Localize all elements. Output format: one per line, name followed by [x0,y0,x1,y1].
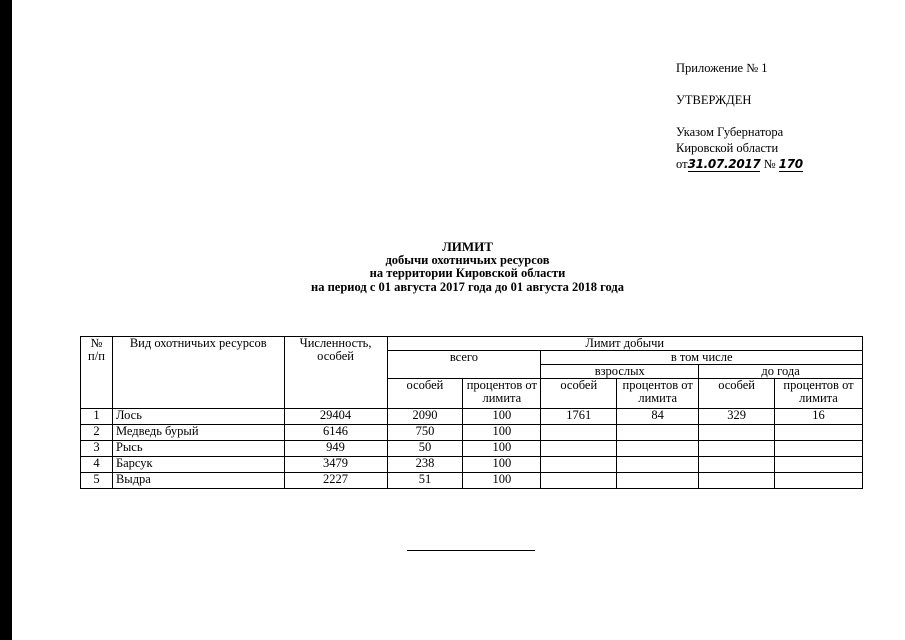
population-value: 29404 [284,409,387,425]
table-row [81,457,863,473]
table-row [81,409,863,425]
young-individuals [699,457,775,473]
adult-individuals [541,425,617,441]
number-prefix: № [763,157,776,171]
header-num: № п/п [81,337,113,409]
table-row [81,473,863,489]
total-percent: 100 [463,457,541,473]
title-line-4: на период с 01 августа 2017 года до 01 августа 2018 года [311,279,624,294]
resource-name: Барсук [112,457,284,473]
header-adults: взрослых [541,365,699,379]
approval-block [676,60,803,172]
handwritten-number: 170 [778,157,803,171]
title-main: ЛИМИТ [442,239,493,254]
total-individuals: 750 [387,425,463,441]
resource-name: Медведь бурый [112,425,284,441]
header-adult-percent: процентов от лимита [617,379,699,409]
population-value: 2227 [284,473,387,489]
resource-name: Рысь [112,441,284,457]
handwritten-date: 31.07.2017 [687,157,761,171]
total-percent: 100 [463,409,541,425]
decree-line-2: Кировской области [676,141,779,155]
total-individuals: 50 [387,441,463,457]
header-total: всего [387,351,541,379]
header-young-percent: процентов от лимита [775,379,863,409]
adult-individuals [541,473,617,489]
total-percent: 100 [463,425,541,441]
young-percent [775,473,863,489]
decree-date-line [676,156,803,172]
young-percent [775,425,863,441]
table-row [81,441,863,457]
row-number: 5 [81,473,113,489]
header-limit: Лимит добычи [387,337,863,351]
header-including: в том числе [541,351,863,365]
table-row [81,425,863,441]
young-individuals [699,441,775,457]
approved-label: УТВЕРЖДЕН [676,93,752,107]
adult-percent: 84 [617,409,699,425]
header-under-year: до года [699,365,863,379]
adult-percent [617,441,699,457]
resource-name: Лось [112,409,284,425]
population-value: 3479 [284,457,387,473]
document-title [200,240,735,294]
header-young-individuals: особей [699,379,775,409]
attachment-label: Приложение № 1 [676,61,768,75]
young-percent: 16 [775,409,863,425]
young-individuals [699,473,775,489]
total-individuals: 2090 [387,409,463,425]
header-total-individuals: особей [387,379,463,409]
population-value: 949 [284,441,387,457]
limit-table [80,336,863,489]
total-individuals: 51 [387,473,463,489]
row-number: 1 [81,409,113,425]
row-number: 2 [81,425,113,441]
row-number: 4 [81,457,113,473]
total-percent: 100 [463,441,541,457]
closing-rule [407,550,535,551]
young-percent [775,457,863,473]
header-total-percent: процентов от лимита [463,379,541,409]
adult-percent [617,457,699,473]
decree-line-1: Указом Губернатора [676,125,784,139]
total-percent: 100 [463,473,541,489]
header-adult-individuals: особей [541,379,617,409]
resource-name: Выдра [112,473,284,489]
title-line-3: на территории Кировской области [369,266,566,280]
young-percent [775,441,863,457]
scan-edge-bar [0,0,12,640]
total-individuals: 238 [387,457,463,473]
adult-percent [617,473,699,489]
row-number: 3 [81,441,113,457]
adult-individuals [541,441,617,457]
adult-individuals: 1761 [541,409,617,425]
young-individuals: 329 [699,409,775,425]
adult-individuals [541,457,617,473]
population-value: 6146 [284,425,387,441]
young-individuals [699,425,775,441]
date-prefix: от [676,157,688,171]
adult-percent [617,425,699,441]
title-line-2: добычи охотничьих ресурсов [385,252,550,267]
header-kind: Вид охотничьих ресурсов [112,337,284,409]
header-population: Численность, особей [284,337,387,409]
